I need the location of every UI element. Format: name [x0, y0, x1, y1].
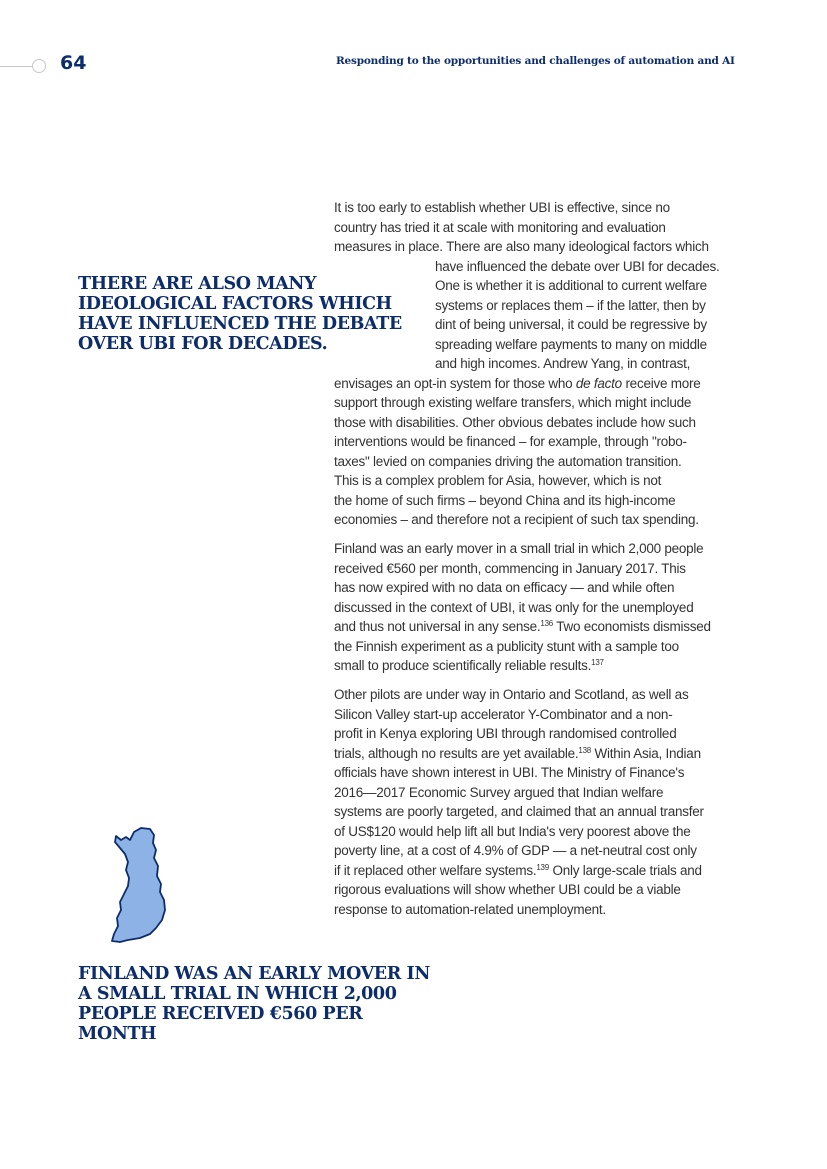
footnote-ref-136[interactable]: 136 [540, 619, 553, 628]
finland-map-icon [108, 826, 168, 944]
text-line [334, 656, 711, 676]
text-line: and high incomes. Andrew Yang, in contrast, [435, 356, 691, 371]
text-line: Silicon Valley start-up accelerator Y-Combinator and a non- [334, 706, 673, 722]
text-line: of US$120 would help lift all but India's very poorest above the [334, 823, 691, 839]
text-line: interventions would be financed – for example, through "robo- [334, 434, 687, 449]
footnote-ref-137[interactable]: 137 [591, 658, 604, 667]
text-line: systems are poorly targeted, and claimed that an annual transfer [334, 804, 704, 819]
finland-outline [112, 828, 165, 942]
text-line: country has tried it at scale with monitoring and evaluation [334, 219, 666, 235]
text-line: officials have shown interest in UBI. The Ministry of Finance's [334, 765, 685, 780]
text-line: poverty line, at a cost of 4.9% of GDP — a net-neutral cost only [334, 843, 697, 858]
page-number: 64 [60, 52, 87, 74]
paragraph-finland-trial [334, 539, 711, 676]
text-line [334, 861, 704, 881]
footnote-ref-139[interactable]: 139 [536, 862, 549, 872]
text-line: measures in place. There are also many ideological factors which [334, 239, 709, 254]
text-line: economies – and therefore not a recipient of such tax spending. [334, 512, 699, 527]
text-run: trials, although no results are yet available. [334, 745, 579, 761]
text-line: the home of such firms – beyond China and its high-income [334, 492, 676, 508]
text-line: Finland was an early mover in a small trial in which 2,000 people [334, 541, 704, 556]
text-line: received €560 per month, commencing in January 2017. This [334, 560, 686, 576]
text-run: small to produce scientifically reliable results. [334, 658, 592, 673]
text-run: Within Asia, Indian [591, 745, 701, 761]
pull-quote-finland: FINLAND WAS AN EARLY MOVER IN A SMALL TRIAL IN WHICH 2,000 PEOPLE RECEIVED €560 PER MONTH [78, 964, 430, 1044]
text-run: Two economists dismissed [553, 619, 711, 634]
text-line: One is whether it is additional to current welfare [435, 278, 707, 293]
text-line: systems or replaces them – if the latter, then by [435, 297, 706, 313]
pull-quote-ideological: THERE ARE ALSO MANY IDEOLOGICAL FACTORS WHICH HAVE INFLUENCED THE DEBATE OVER UBI FOR DECADES. [78, 274, 402, 354]
text-line: have influenced the debate over UBI for decades. [435, 258, 720, 274]
emphasis-de-facto: de facto [575, 375, 622, 391]
footnote-ref-138[interactable]: 138 [578, 745, 592, 755]
text-line [334, 617, 711, 637]
header-circle-ornament [32, 59, 46, 73]
text-line: rigorous evaluations will show whether UBI could be a viable [334, 882, 681, 897]
text-run: envisages an opt-in system for those who [334, 375, 576, 391]
text-line: It is too early to establish whether UBI is effective, since no [334, 200, 670, 215]
paragraph-ubi-debate [334, 198, 719, 530]
text-line: This is a complex problem for Asia, however, which is not [334, 473, 662, 488]
text-line: 2016—2017 Economic Survey argued that Indian welfare [334, 784, 664, 800]
text-run: if it replaced other welfare systems. [334, 862, 537, 878]
text-run: Only large-scale trials and [548, 862, 702, 878]
text-line [334, 744, 704, 764]
text-line: dint of being universal, it could be regressive by [435, 317, 707, 332]
text-line: response to automation-related unemployment. [334, 901, 606, 917]
text-line: those with disabilities. Other obvious debates include how such [334, 414, 696, 430]
text-line: Other pilots are under way in Ontario and Scotland, as well as [334, 687, 689, 702]
text-line: support through existing welfare transfers, which might include [334, 395, 692, 410]
text-run: and thus not universal in any sense. [334, 619, 541, 634]
text-line [334, 374, 719, 394]
running-title: Responding to the opportunities and challenges of automation and AI [336, 55, 735, 67]
text-line: the Finnish experiment as a publicity stunt with a sample too [334, 638, 679, 654]
text-line: discussed in the context of UBI, it was only for the unemployed [334, 599, 694, 615]
paragraph-other-pilots [334, 685, 704, 919]
text-run: receive more [621, 375, 701, 391]
text-line: profit in Kenya exploring UBI through randomised controlled [334, 726, 677, 741]
header-rule [0, 66, 33, 67]
text-line: taxes" levied on companies driving the automation transition. [334, 453, 682, 469]
text-line: has now expired with no data on efficacy — and while often [334, 580, 675, 595]
text-line: spreading welfare payments to many on middle [435, 336, 707, 352]
